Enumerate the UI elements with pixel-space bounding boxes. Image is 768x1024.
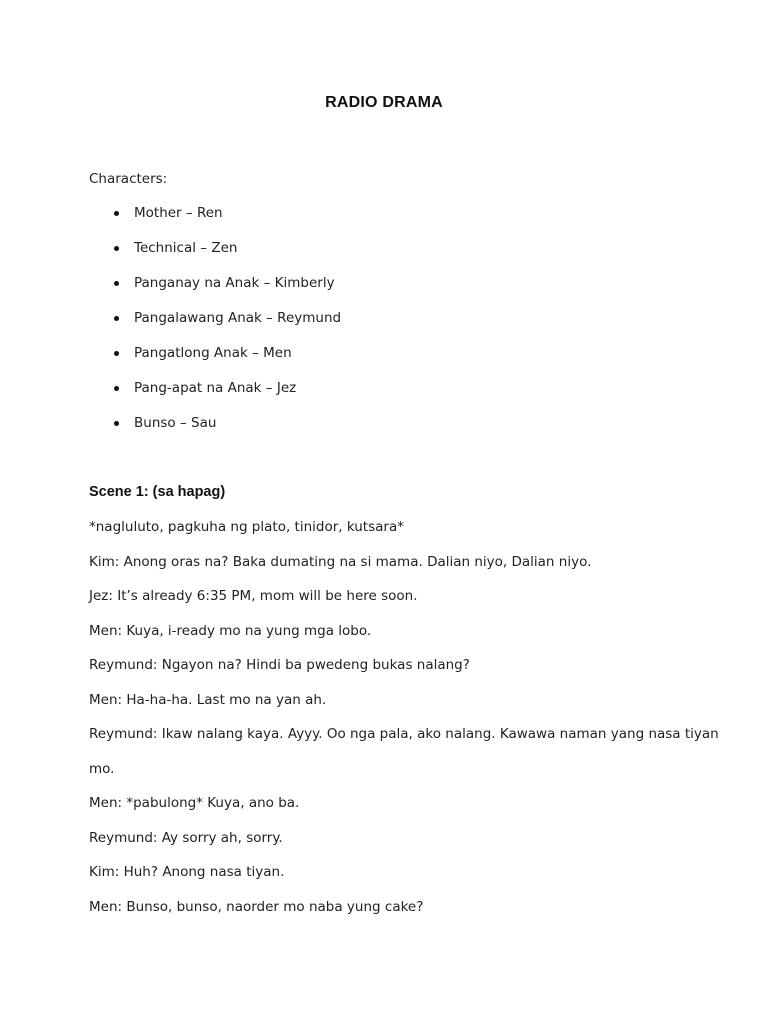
character-text: Panganay na Anak – Kimberly (134, 275, 335, 291)
characters-list (112, 205, 341, 450)
character-text: Pang-apat na Anak – Jez (134, 380, 297, 396)
character-item (112, 345, 341, 380)
bullet-icon (114, 211, 119, 216)
character-item (112, 380, 341, 415)
character-text: Mother – Ren (134, 205, 223, 221)
character-text: Pangalawang Anak – Reymund (134, 310, 342, 326)
character-item (112, 275, 341, 310)
characters-label: Characters: (89, 171, 168, 187)
script-line: Jez: It’s already 6:35 PM, mom will be here soon. (89, 588, 418, 604)
bullet-icon (114, 281, 119, 286)
script-line: mo. (89, 760, 115, 777)
script-line: *nagluluto, pagkuha ng plato, tinidor, kutsara* (89, 519, 404, 535)
bullet-icon (114, 421, 119, 426)
scene-heading: Scene 1: (sa hapag) (89, 484, 226, 500)
script-line: Men: Ha-ha-ha. Last mo na yan ah. (89, 691, 327, 708)
character-item (112, 310, 341, 345)
script-line: Men: Kuya, i-ready mo na yung mga lobo. (89, 622, 372, 639)
bullet-icon (114, 351, 119, 356)
bullet-icon (114, 386, 119, 391)
script-line: Men: Bunso, bunso, naorder mo naba yung cake? (89, 898, 424, 915)
script-line: Kim: Anong oras na? Baka dumating na si mama. Dalian niyo, Dalian niyo. (89, 553, 592, 570)
script-lines (89, 519, 719, 933)
script-line: Men: *pabulong* Kuya, ano ba. (89, 795, 300, 811)
character-text: Technical – Zen (134, 240, 238, 256)
character-text: Pangatlong Anak – Men (134, 345, 292, 361)
character-item (112, 415, 341, 450)
bullet-icon (114, 316, 119, 321)
script-line: Reymund: Ikaw nalang kaya. Ayyy. Oo nga pala, ako nalang. Kawawa naman yang nasa tiyan (89, 726, 719, 742)
script-line: Reymund: Ngayon na? Hindi ba pwedeng bukas nalang? (89, 657, 470, 673)
script-line: Reymund: Ay sorry ah, sorry. (89, 829, 283, 846)
bullet-icon (114, 246, 119, 251)
document-title: RADIO DRAMA (325, 94, 443, 111)
script-line: Kim: Huh? Anong nasa tiyan. (89, 864, 285, 880)
character-item (112, 205, 341, 240)
character-text: Bunso – Sau (134, 415, 217, 431)
character-item (112, 240, 341, 275)
